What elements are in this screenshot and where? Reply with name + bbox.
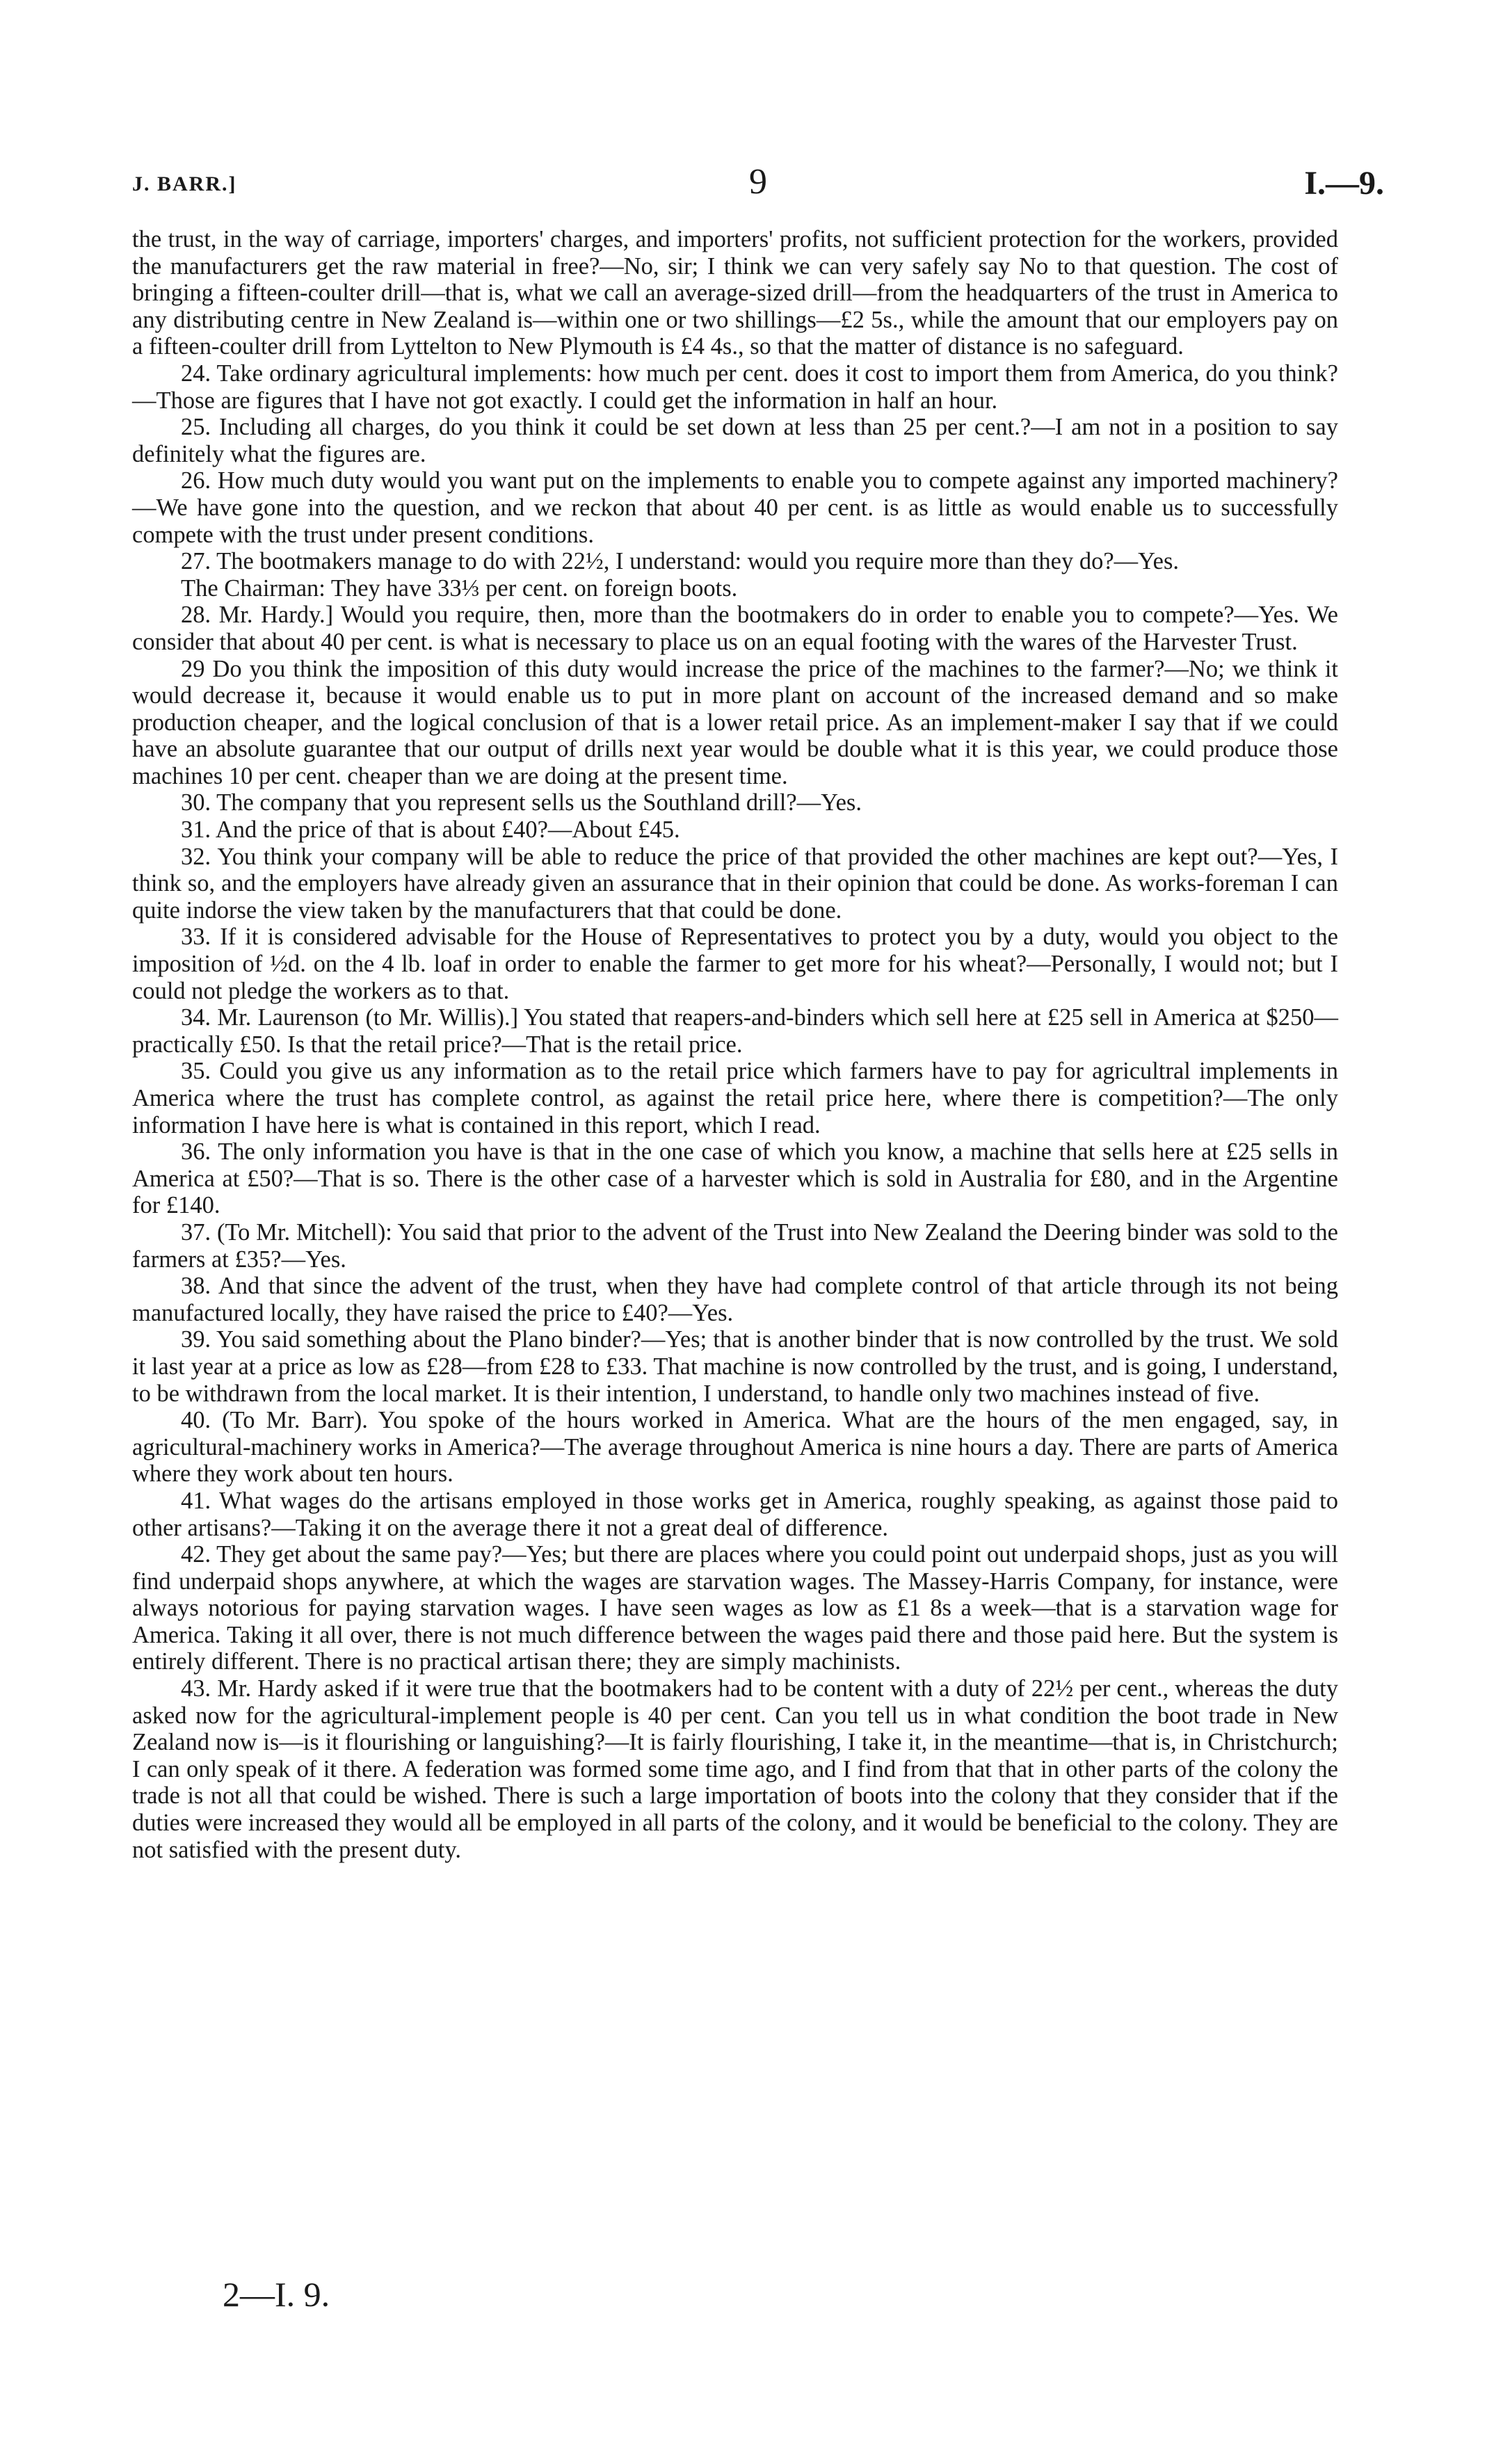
paragraph-q37: 37. (To Mr. Mitchell): You said that prior to the advent of the Trust into New Zealand the Deering binder was sold to the farmers at £35?—Yes. [132,1218,1338,1273]
paragraph-continuation: the trust, in the way of carriage, importers' charges, and importers' profits, not sufficient protection for the workers, provided the manufacturers get the raw material in free?—No, sir; I think we can very safely say No to that question. The cost of bringing a fifteen-coulter drill—that is, what we call an average-sized drill—from the headquarters of the trust in America to any distributing centre in New Zealand is—within one or two shillings—£2 5s., while the amount that our employers pay on a fifteen-coulter drill from Lyttelton to New Plymouth is £4 4s., so that the matter of distance is no safeguard. [132,226,1338,360]
paragraph-q34: 34. Mr. Laurenson (to Mr. Willis).] You stated that reapers-and-binders which sell here at £25 sell in America at $250—practically £50. Is that the retail price?—That is the retail price. [132,1004,1338,1058]
paragraph-q27: 27. The bootmakers manage to do with 22½, I understand: would you require more than they do?—Yes. [181,548,1180,575]
witness-name: J. BARR.] [132,172,237,195]
paragraph-chairman: The Chairman: They have 33⅓ per cent. on foreign boots. [181,574,738,602]
paper-reference: I.—9. [1304,165,1384,202]
page-number: 9 [749,162,767,202]
paragraph-q31: 31. And the price of that is about £40?—About £45. [181,816,680,844]
paragraph-q36: 36. The only information you have is that in the one case of which you know, a machine that sells here at £25 sells in America at £50?—That is so. There is the other case of a harvester which is sold in Australia for £80, and in the Argentine for £140. [132,1138,1338,1219]
paragraph-q41: 41. What wages do the artisans employed in those works get in America, roughly speaking, as against those paid to other artisans?—Taking it on the average there it not a great deal of difference. [132,1487,1338,1541]
paragraph-q38: 38. And that since the advent of the trust, when they have had complete control of that article through its not being manufactured locally, they have raised the price to £40?—Yes. [132,1273,1338,1326]
paragraph-q33: 33. If it is considered advisable for the House of Representatives to protect you by a duty, would you object to the imposition of ½d. on the 4 lb. loaf in order to enable the farmer to get more for his wheat?—Personally, I would not; but I could not pledge the workers as to that. [132,924,1338,1004]
paragraph-q25: 25. Including all charges, do you think it could be set down at less than 25 per cent.?—I am not in a position to say definitely what the figures are. [132,414,1338,467]
paragraph-q42: 42. They get about the same pay?—Yes; but there are places where you could point out underpaid shops, just as you will find underpaid shops anywhere, at which the wages are starvation wages. The Massey-Harris Company, for instance, were always notorious for paying starvation wages. I have seen wages as low as £1 8s a week—that is a starvation wage for America. Taking it all over, there is not much difference between the wages paid there and those paid here. But the system is entirely different. There is no practical artisan there; they are simply machinists. [132,1541,1338,1675]
paragraph-q30: 30. The company that you represent sells us the Southland drill?—Yes. [181,789,862,816]
paragraph-q26: 26. How much duty would you want put on the implements to enable you to compete against any imported machinery?—We have gone into the question, and we reckon that about 40 per cent. is as little as would enable us to successfully compete with the trust under present conditions. [132,467,1338,548]
signature-mark: 2—I. 9. [223,2275,330,2314]
body-text [132,226,1338,1863]
paragraph-q24: 24. Take ordinary agricultural implements: how much per cent. does it cost to import them from America, do you think?—Those are figures that I have not got exactly. I could get the information in half an hour. [132,360,1338,414]
paragraph-q29: 29 Do you think the imposition of this duty would increase the price of the machines to the farmer?—No; we think it would decrease it, because it would enable us to put in more plant on account of the increased demand and so make production cheaper, and the logical conclusion of that is a lower retail price. As an implement-maker I say that if we could have an absolute guarantee that our output of drills next year would be double what it is this year, we could produce those machines 10 per cent. cheaper than we are doing at the present time. [132,655,1338,789]
paragraph-q35: 35. Could you give us any information as to the retail price which farmers have to pay for agricultral implements in America where the trust has complete control, as against the retail price here, where there is competition?—The only information I have here is what is contained in this report, which I read. [132,1058,1338,1138]
page-header [132,152,1384,207]
paragraph-q43: 43. Mr. Hardy asked if it were true that the bootmakers had to be content with a duty of 22½ per cent., whereas the duty asked now for the agricultural-implement people is 40 per cent. Can you tell us in what condition the boot trade in New Zealand now is—is it flourishing or languishing?—It is fairly flourishing, I take it, in the meantime—that is, in Christchurch; I can only speak of it there. A federation was formed some time ago, and I find from that that in other parts of the colony the trade is not all that could be wished. There is such a large importation of boots into the colony that they consider that if the duties were increased they would all be employed in all parts of the colony, and it would be beneficial to the colony. They are not satisfied with the present duty. [132,1675,1338,1863]
paragraph-q40: 40. (To Mr. Barr). You spoke of the hours worked in America. What are the hours of the men engaged, say, in agricultural-machinery works in America?—The average throughout America is nine hours a day. There are parts of America where they work about ten hours. [132,1407,1338,1488]
paragraph-q28: 28. Mr. Hardy.] Would you require, then, more than the bootmakers do in order to enable you to compete?—Yes. We consider that about 40 per cent. is what is necessary to place us on an equal footing with the wares of the Harvester Trust. [132,602,1338,655]
paragraph-q39: 39. You said something about the Plano binder?—Yes; that is another binder that is now controlled by the trust. We sold it last year at a price as low as £28—from £28 to £33. That machine is now controlled by the trust, and is going, I understand, to be withdrawn from the local market. It is their intention, I understand, to handle only two machines instead of five. [132,1326,1338,1407]
paragraph-q32: 32. You think your company will be able to reduce the price of that provided the other machines are kept out?—Yes, I think so, and the employers have already given an assurance that in their opinion that could be done. As works-foreman I can quite indorse the view taken by the manufacturers that that could be done. [132,843,1338,924]
